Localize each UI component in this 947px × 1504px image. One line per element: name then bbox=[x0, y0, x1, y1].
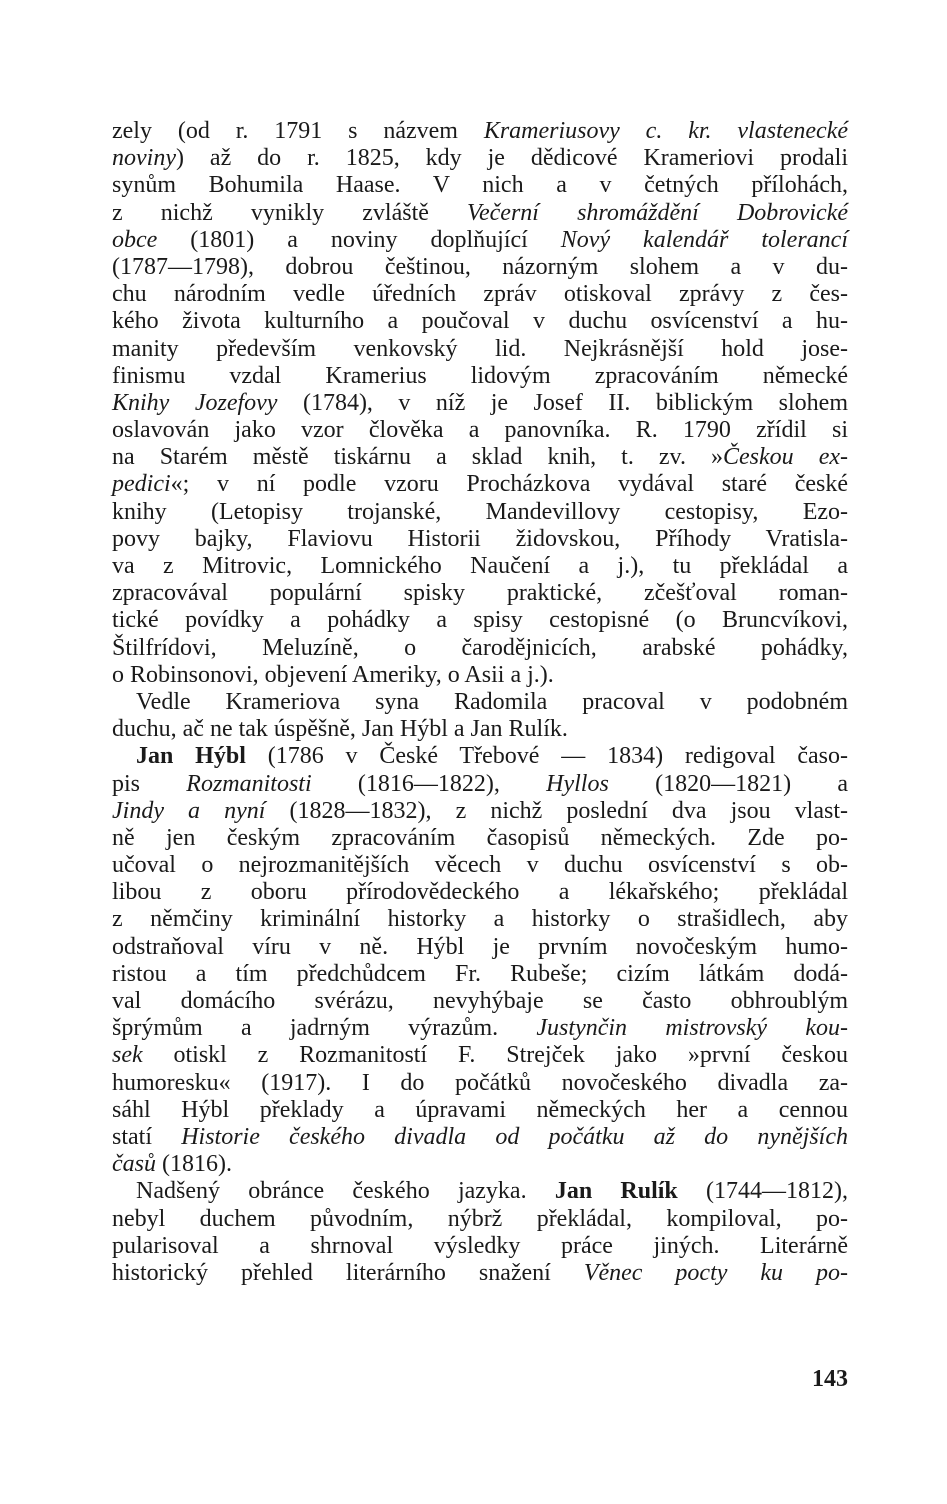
text-run: Nadšený obránce českého jazyka. bbox=[136, 1178, 555, 1205]
bold-name: Jan Rulík bbox=[554, 1178, 678, 1205]
italic-title: Justynčin mistrovský kou- bbox=[536, 1015, 849, 1042]
italic-title: Jindy a nyní bbox=[112, 797, 266, 824]
text-line bbox=[112, 906, 848, 933]
text-line bbox=[112, 1260, 848, 1287]
text-run: ristou a tím předchůdcem Fr. Rubeše; cizím látkám dodá- bbox=[112, 960, 848, 987]
text-run: statí bbox=[112, 1123, 182, 1150]
text-run: kého života kulturního a poučoval v duchu osvícenství a hu- bbox=[112, 308, 848, 335]
text-run: z nichž vynikly zvláště bbox=[112, 199, 467, 226]
text-run: učoval o nejrozmanitějších věcech v duchu osvícenství s ob- bbox=[112, 852, 848, 879]
text-line bbox=[112, 771, 848, 798]
text-run: oslavován jako vzor člověka a panovníka. R. 1790 zřídil si bbox=[112, 417, 848, 444]
text-run: ně jen českým zpracováním časopisů německých. Zde po- bbox=[112, 824, 848, 851]
text-run: va z Mitrovic, Lomnického Naučení a j.), tu překládal a bbox=[112, 553, 848, 579]
text-line bbox=[112, 200, 848, 227]
italic-title: Krameriusovy c. kr. vlastenecké bbox=[483, 118, 848, 144]
italic-title: Hyllos bbox=[546, 770, 609, 797]
text-run: chu národním vedle úředních zpráv otiskoval zprávy z čes- bbox=[112, 281, 848, 308]
text-run: o Robinsonovi, objevení Ameriky, o Asii a j.). bbox=[112, 661, 554, 688]
italic-title: sek bbox=[112, 1042, 143, 1069]
text-run: (1784), v níž je Josef II. biblickým slohem bbox=[277, 389, 848, 416]
text-line bbox=[112, 1233, 848, 1260]
text-run: zely (od r. 1791 s názvem bbox=[112, 118, 484, 144]
text-run: šprýmům a jadrným výrazům. bbox=[112, 1015, 537, 1042]
text-line bbox=[112, 1124, 848, 1151]
text-run: otiskl z Rozmanitostí F. Strejček jako »první českou bbox=[142, 1042, 848, 1069]
text-run: val domácího svérázu, nevyhýbaje se často obhroublým bbox=[112, 988, 848, 1014]
italic-title: obce bbox=[112, 226, 158, 253]
text-run: historický přehled literárního snažení bbox=[112, 1259, 584, 1286]
italic-title: Nový kalendář tolerancí bbox=[560, 226, 848, 253]
text-line bbox=[112, 118, 848, 145]
text-line bbox=[112, 798, 848, 825]
text-run: humoresku« (1917). I do počátků novočeského divadla za- bbox=[112, 1069, 848, 1096]
text-line bbox=[112, 363, 848, 390]
text-line bbox=[112, 716, 848, 743]
text-line bbox=[112, 553, 848, 580]
text-run: finismu vzdal Kramerius lidovým zpracováním německé bbox=[112, 362, 848, 389]
text-run: sáhl Hýbl překlady a úpravami německých her a cennou bbox=[112, 1096, 848, 1123]
text-line bbox=[112, 227, 848, 254]
text-line bbox=[112, 934, 848, 961]
italic-title: Knihy Jozefovy bbox=[112, 389, 278, 416]
italic-title: Českou ex- bbox=[723, 444, 848, 471]
text-line bbox=[112, 1097, 848, 1124]
text-line bbox=[112, 879, 848, 906]
italic-title: Historie českého divadla od počátku až do nynějších bbox=[181, 1123, 848, 1150]
text-line bbox=[112, 1178, 848, 1205]
text-line bbox=[112, 689, 848, 716]
page-number: 143 bbox=[812, 1366, 848, 1392]
text-line bbox=[112, 580, 848, 607]
text-run: zpracovával populární spisky praktické, zčešťoval roman- bbox=[112, 580, 848, 607]
text-run: libou z oboru přírodovědeckého a lékařského; překládal bbox=[112, 879, 848, 906]
text-run: manity především venkovský lid. Nejkrásnější hold jose- bbox=[112, 335, 848, 362]
text-run: knihy (Letopisy trojanské, Mandevillovy cestopisy, Ezo- bbox=[112, 498, 848, 525]
text-line bbox=[112, 172, 848, 199]
body-text bbox=[112, 118, 848, 1287]
text-line bbox=[112, 471, 848, 498]
text-run: (1816). bbox=[156, 1151, 232, 1178]
text-line bbox=[112, 254, 848, 281]
text-run: pis bbox=[112, 770, 187, 797]
bold-name: Jan Hýbl bbox=[136, 743, 246, 770]
text-line bbox=[112, 825, 848, 852]
text-line bbox=[112, 1206, 848, 1233]
text-run: odstraňoval víru v ně. Hýbl je prvním novočeským humo- bbox=[112, 933, 848, 960]
text-line bbox=[112, 1015, 848, 1042]
italic-title: časů bbox=[112, 1151, 156, 1178]
text-line bbox=[112, 336, 848, 363]
text-line bbox=[112, 1151, 848, 1178]
text-line bbox=[112, 281, 848, 308]
text-run: Štilfrídovi, Meluzíně, o čarodějnicích, arabské pohádky, bbox=[112, 634, 848, 661]
text-run: (1828—1832), z nichž poslední dva jsou vlast- bbox=[265, 797, 848, 824]
text-line bbox=[112, 499, 848, 526]
text-run: «; v ní podle vzoru Procházkova vydával staré české bbox=[170, 471, 848, 498]
text-run: duchu, ač ne tak úspěšně, Jan Hýbl a Jan Rulík. bbox=[112, 716, 568, 743]
text-line bbox=[112, 607, 848, 634]
text-run: (1786 v České Třebové — 1834) redigoval časo- bbox=[245, 743, 848, 770]
text-run: (1801) a noviny doplňující bbox=[157, 226, 561, 253]
text-line bbox=[112, 417, 848, 444]
text-line bbox=[112, 145, 848, 172]
text-line bbox=[112, 526, 848, 553]
text-line bbox=[112, 852, 848, 879]
text-run: (1820—1821) a bbox=[608, 770, 849, 797]
text-run: (1816—1822), bbox=[311, 770, 547, 797]
text-line bbox=[112, 1042, 848, 1069]
text-line bbox=[112, 1070, 848, 1097]
text-line bbox=[112, 444, 848, 471]
text-run: z němčiny kriminální historky a historky o strašidlech, aby bbox=[112, 906, 848, 933]
text-run: (1744—1812), bbox=[677, 1178, 848, 1205]
text-line bbox=[112, 743, 848, 770]
text-run: synům Bohumila Haase. V nich a v četných přílohách, bbox=[112, 172, 848, 199]
text-run: Vedle Krameriova syna Radomila pracoval v podobném bbox=[136, 688, 848, 715]
text-line bbox=[112, 635, 848, 662]
italic-title: noviny bbox=[112, 145, 176, 172]
text-line bbox=[112, 662, 848, 689]
italic-title: pedici bbox=[112, 471, 171, 498]
italic-title: Rozmanitosti bbox=[186, 770, 312, 797]
text-run: pularisoval a shrnoval výsledky práce jiných. Literárně bbox=[112, 1232, 848, 1259]
text-line bbox=[112, 961, 848, 988]
text-run: na Starém městě tiskárnu a sklad knih, t. zv. » bbox=[112, 444, 723, 471]
text-run: ) až do r. 1825, kdy je dědicové Krameriovi prodali bbox=[175, 145, 848, 172]
italic-title: Věnec pocty ku po- bbox=[583, 1259, 848, 1286]
text-run: (1787—1798), dobrou češtinou, názorným slohem a v du- bbox=[112, 253, 848, 280]
text-run: nebyl duchem původním, nýbrž překládal, kompiloval, po- bbox=[112, 1205, 848, 1232]
text-line bbox=[112, 988, 848, 1015]
text-run: povy bajky, Flaviovu Historii židovskou, Příhody Vratisla- bbox=[112, 525, 848, 552]
text-line bbox=[112, 308, 848, 335]
text-run: tické povídky a pohádky a spisy cestopisné (o Bruncvíkovi, bbox=[112, 607, 848, 634]
text-line bbox=[112, 390, 848, 417]
italic-title: Večerní shromáždění Dobrovické bbox=[467, 199, 849, 226]
